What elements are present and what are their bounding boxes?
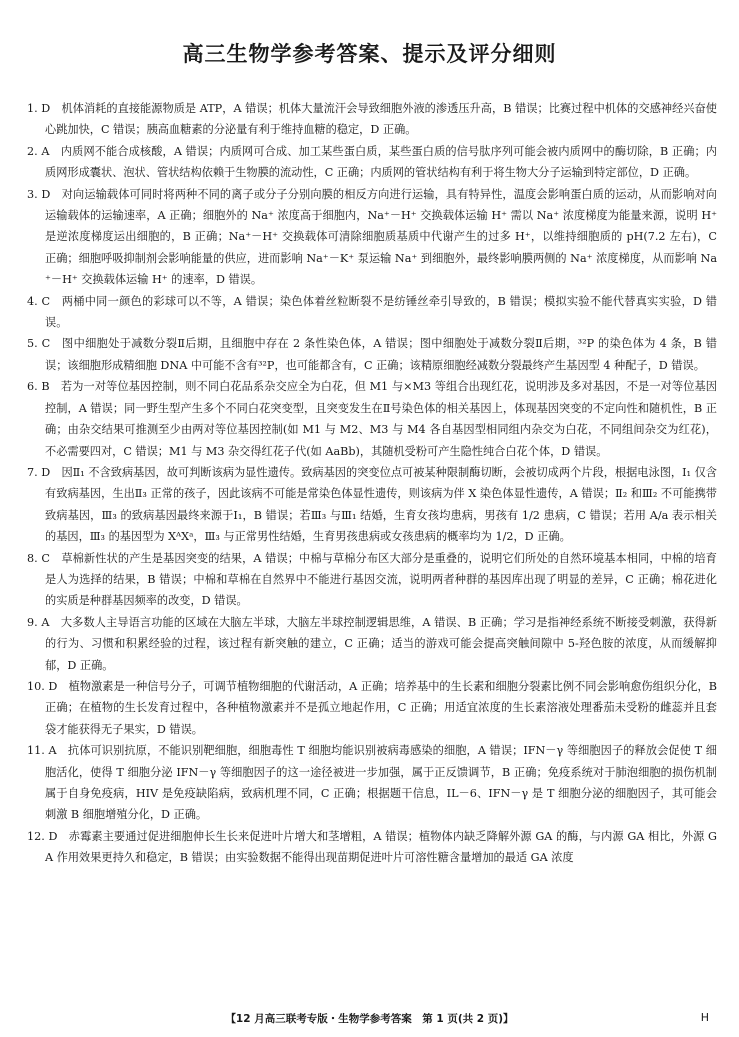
answer-number: 3. D [27, 187, 51, 201]
answer-item-10 [27, 676, 717, 740]
answer-item-4 [27, 291, 717, 334]
answer-text: 图中细胞处于减数分裂Ⅱ后期，且细胞中存在 2 条性染色体，A 错误；图中细胞处于减数分裂Ⅱ后期，³²P 的染色体为 4 条，B 错误；该细胞形成精细胞 DNA 中可能不含有³²P，也可能都含有，C 正确；该精原细胞经减数分裂最终产生基因型 4 种配子，D 错误。 [45, 337, 717, 372]
answer-list [27, 98, 717, 869]
answer-text: 抗体可识别抗原，不能识别靶细胞，细胞毒性 T 细胞均能识别被病毒感染的细胞，A 错误；IFN－γ 等细胞因子的释放会促使 T 细胞活化，使得 T 细胞分泌 IFN－γ 等细胞因子的这一途径被进一步加强，属于正反馈调节，B 正确；免疫系统对于肺泡细胞的损伤机制属于自身免疫病，HIV 是免疫缺陷病，致病机理不同，C 正确；根据题干信息，IL－6、IFN－γ 是 T 细胞分泌的细胞因子，其可能会刺激 B 细胞增殖分化，D 正确。 [45, 744, 717, 822]
answer-number: 7. D [27, 465, 51, 479]
answer-item-2 [27, 141, 717, 184]
answer-number: 4. C [27, 294, 51, 308]
answer-text: 草棉新性状的产生是基因突变的结果，A 错误；中棉与草棉分布区大部分是重叠的，说明它们所处的自然环境基本相同，中棉的培育是人为选择的结果，B 错误；中棉和草棉在自然界中不能进行基因交流，说明两者种群的基因库出现了明显的差异，C 正确；棉花进化的实质是种群基因频率的改变，D 错误。 [45, 551, 717, 608]
answer-number: 5. C [27, 337, 51, 351]
answer-number: 6. B [27, 380, 50, 394]
answer-text: 两桶中同一颜色的彩球可以不等，A 错误；染色体着丝粒断裂不是纺锤丝牵引导致的，B 错误；模拟实验不能代替真实实验，D 错误。 [45, 294, 717, 330]
answer-number: 12. D [27, 829, 58, 843]
answer-text: 内质网不能合成核酸，A 错误；内质网可合成、加工某些蛋白质，某些蛋白质的信号肽序列可能会被内质网中的酶切除，B 正确；内质网形成囊状、泡状、管状结构依赖于生物膜的流动性，C 正确；内质网的管状结构有利于将生物大分子运输到特定部位，D 正确。 [45, 144, 717, 180]
footer-mark: H [700, 1011, 709, 1024]
answer-item-6 [27, 376, 717, 462]
page-footer: 【12 月高三联考专版・生物学参考答案 第 1 页(共 2 页)】 [225, 1013, 514, 1025]
answer-text: 大多数人主导语言功能的区域在大脑左半球，大脑左半球控制逻辑思维，A 错误、B 正确；学习是指神经系统不断接受刺激，获得新的行为、习惯和积累经验的过程，该过程有新突触的建立，C 正确；适当的游戏可能会提高突触间隙中 5-羟色胺的浓度，从而缓解抑郁，D 正确。 [45, 615, 717, 672]
answer-number: 9. A [27, 615, 50, 629]
answer-number: 1. D [27, 102, 51, 115]
answer-number: 8. C [27, 551, 50, 565]
answer-text: 对向运输载体可同时将两种不同的离子或分子分别向膜的相反方向进行运输，具有特异性，温度会影响蛋白质的运动，从而影响对向运输载体的运输速率，A 正确；细胞外的 Na⁺ 浓度高于细胞内，Na⁺－H⁺ 交换载体运输 H⁺ 需以 Na⁺ 浓度梯度为能量来源，说明 H⁺ 是逆浓度梯度运出细胞的，B 正确；Na⁺－H⁺ 交换载体可清除细胞质基质中代谢产生的过多 H⁺，以维持细胞质的 pH(7.2 左右)，C 正确；细胞呼吸抑制剂会影响能量的供应，进而影响 Na⁺－K⁺ 泵运输 Na⁺ 到细胞外，最终影响膜两侧的 Na⁺ 浓度梯度，从而影响 Na⁺－H⁺ 交换载体运输 H⁺ 的速率，D 错误。 [45, 187, 717, 287]
answer-item-12 [27, 826, 717, 869]
answer-item-1 [27, 98, 717, 141]
answer-number: 11. A [27, 744, 57, 758]
answer-text: 植物激素是一种信号分子，可调节植物细胞的代谢活动，A 正确；培养基中的生长素和细胞分裂素比例不同会影响愈伤组织分化，B 正确；在植物的生长发育过程中，各种植物激素并不是孤立地起作用，C 正确；用适宜浓度的生长素溶液处理番茄未受粉的雌蕊并且套袋才能获得无子果实，D 错误。 [45, 679, 717, 736]
answer-text: 因Ⅱ₁ 不含致病基因，故可判断该病为显性遗传。致病基因的突变位点可被某种限制酶切断，会被切成两个片段，根据电泳图，Ⅰ₁ 仅含有致病基因，生出Ⅱ₃ 正常的孩子，因此该病不可能是常染色体显性遗传，则该病为伴 X 染色体显性遗传，A 错误；Ⅱ₂ 和Ⅲ₂ 不可能携带致病基因，Ⅲ₃ 的致病基因最终来源于Ⅰ₁，B 错误；若Ⅲ₃ 与Ⅲ₁ 结婚，生育女孩均患病，男孩有 1/2 患病，C 错误；若用 A/a 表示相关的基因，Ⅲ₃ 的基因型为 XᴬXᵃ，Ⅲ₃ 与正常男性结婚，生育男孩患病或女孩患病的概率均为 1/2，D 正确。 [45, 465, 717, 544]
answer-text: 赤霉素主要通过促进细胞伸长生长来促进叶片增大和茎增粗，A 错误；植物体内缺乏降解外源 GA 的酶，与内源 GA 相比，外源 GA 作用效果更持久和稳定，B 错误；由实验数据不能得出现苗期促进叶片可溶性糖含量增加的最适 GA 浓度 [45, 829, 717, 865]
answer-item-5 [27, 333, 717, 376]
answer-item-3 [27, 184, 717, 291]
answer-text: 若为一对等位基因控制，则不同白花品系杂交应全为白花，但 M1 与×M3 等组合出现红花，说明涉及多对基因，不是一对等位基因控制，A 错误；同一野生型产生多个不同白花突变型，且突变发生在Ⅱ号染色体的相关基因上，体现基因突变的不定向性和随机性，B 正确；由杂交结果可推测至少由两对等位基因控制(如 M1 与 M2、M3 与 M4 各自基因型相同组内杂交为白花，不同组间杂交为红花)，不必需要四对，C 错误；M1 与 M3 杂交得红花子代(如 AaBb)，其随机受粉可产生隐性纯合白花个体，D 错误。 [45, 380, 717, 458]
page-title: 高三生物学参考答案、提示及评分细则 [182, 42, 557, 66]
answer-item-8 [27, 548, 717, 612]
answer-number: 10. D [27, 679, 58, 693]
answer-text: 机体消耗的直接能源物质是 ATP，A 错误；机体大量流汗会导致细胞外液的渗透压升高，B 错误；比赛过程中机体的交感神经兴奋使心跳加快，C 错误；胰高血糖素的分泌量有利于维持血糖的稳定，D 正确。 [45, 102, 717, 137]
answer-item-11 [27, 740, 717, 826]
answer-item-7 [27, 462, 717, 548]
answer-item-9 [27, 612, 717, 676]
answer-number: 2. A [27, 144, 50, 158]
